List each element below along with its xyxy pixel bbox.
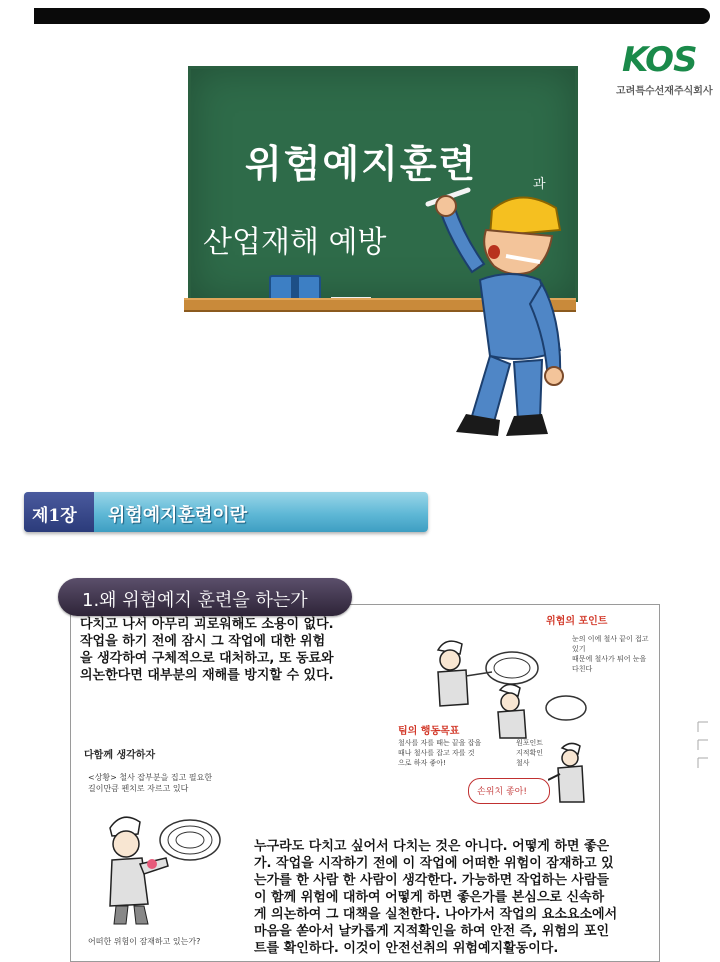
side-marks [696,720,710,772]
company-logo [616,40,716,100]
chapter-tag [24,492,94,532]
section-heading-label: 1.왜 위험예지 훈련을 하는가 [82,590,308,611]
pliers-worker-illustration [90,800,230,930]
logo-mark: KOS [622,40,697,80]
hazard-question: 어떠한 위험이 잠재하고 있는가? [88,937,201,946]
pointing-worker-illustration [548,740,608,804]
team-goal-title: 팀의 행동목표 [398,726,460,737]
chapter-title: 위험예지훈련이란 [108,505,248,526]
think-together-title: 다함께 생각하자 [84,750,156,761]
speech-bubble-text: 손위치 좋아! [477,787,527,797]
intro-paragraph: 다치고 나서 아무리 괴로워해도 소용이 없다. 작업을 하기 전에 잠시 그 작업에 대한 위험 을 생각하여 구체적으로 대처하고, 또 동료와 의논한다면 대부분의 재해를 방지할 수 있다. [80,617,334,683]
worker-check-illustration [480,680,590,740]
board-subtitle: 산업재해 예방 [203,225,387,260]
chapter-banner [24,492,428,532]
one-point-check-text: 원포인트 지적확인 철사 [516,739,544,767]
hazard-point-text: 눈의 이에 철사 끝이 접고 있기 때문에 철사가 튀어 눈을 다친다 [572,635,649,673]
top-bar [34,8,710,24]
main-paragraph: 누구라도 다치고 싶어서 다치는 것은 아니다. 어떻게 하면 좋은 가. 작업을 시작하기 전에 이 작업에 어떠한 위험이 잠재하고 있 는가를 한 사람 한 사람이 생각한다. 가능하면 작업하는 사람들 이 함께 위험에 대하여 어떻게 하면 좋은가를 본심으로 신속하 게 의논하여 그 대책을 실천한다. 나아가서 작업의 요소요소에서 마음을 쏟아서 날카롭게 지적확인을 하여 안전 즉, 위험의 포인 트를 확인하다. 이것이 안전선취의 위험예지활동이다. [254,839,618,956]
hazard-point-title: 위험의 포인트 [546,616,608,627]
situation-note: <상황> 철사 잡부분을 집고 필요한 길이만큼 펜치로 자르고 있다 [88,773,213,793]
section-heading [58,578,352,616]
board-title: 위험예지훈련 [245,141,478,186]
board-title-suffix: 과 [533,177,546,192]
chapter-tag-label: 제1장 [32,506,77,526]
logo-subtitle: 고려특수선재주식회사 [616,86,713,97]
worker-illustration [410,180,580,450]
speech-bubble [468,778,550,804]
team-goal-text: 철사를 자를 때는 끝을 잡을 때나 철사를 잡고 자를 것 으로 하자 좋아! [398,739,482,767]
